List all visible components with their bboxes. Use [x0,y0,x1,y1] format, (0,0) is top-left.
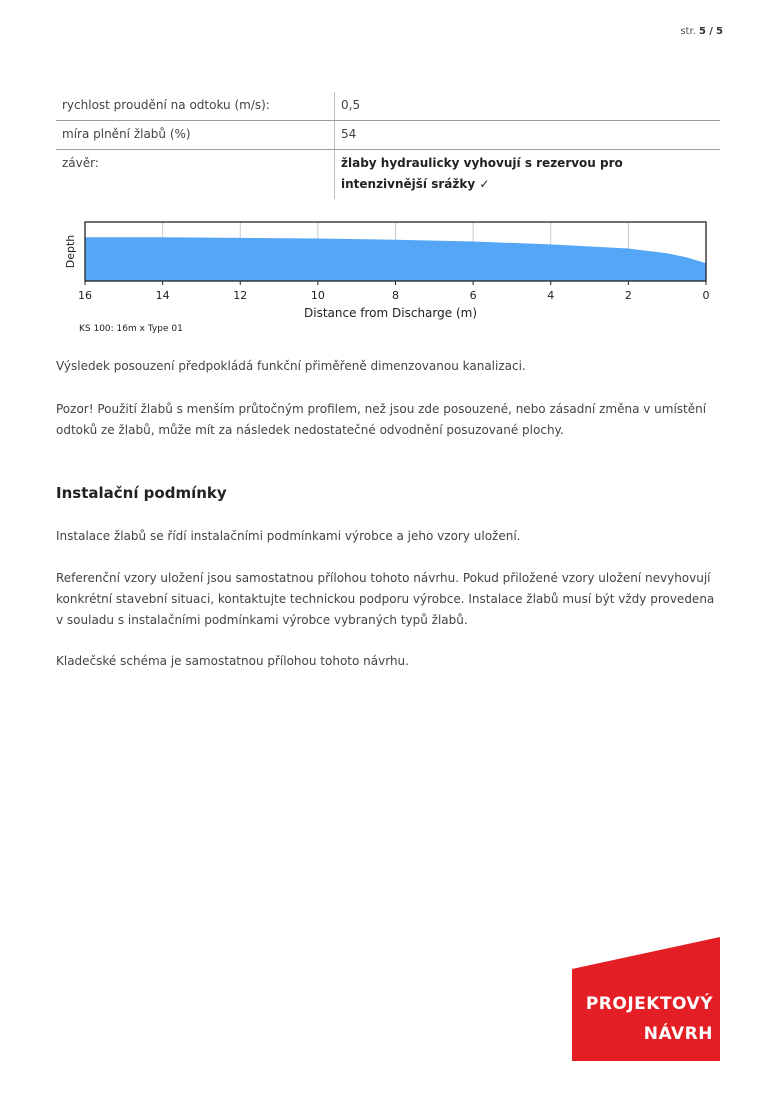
warning-note: Pozor! Použití žlabů s menším průtočným profilem, než jsou zde posouzené, nebo zásadní změna v umístění odtoků ze žlabů, může mít za následek nedostatečné odvodnění posuzované plochy. [56,402,707,437]
x-tick-label: 14 [155,289,170,302]
x-ticks [78,281,710,302]
x-tick-label: 2 [624,289,632,302]
x-tick-label: 12 [233,289,248,302]
page-total: 5 [716,26,723,37]
row-label: míra plnění žlabů (%) [56,121,335,150]
table-row [56,92,720,121]
table-row [56,121,720,150]
page-current: 5 [699,26,706,37]
x-tick-label: 6 [469,289,477,302]
row-label: rychlost proudění na odtoku (m/s): [56,92,335,121]
y-axis-label: Depth [64,234,77,269]
conclusion-value: žlaby hydraulicky vyhovují s rezervou pro intenzivnější srážky ✓ [341,156,623,191]
text-line: v souladu s instalačními podmínkami výrobce vybraných typů žlabů. [56,613,468,627]
x-tick-label: 10 [310,289,325,302]
page-prefix: str. [680,26,696,37]
x-tick-label: 16 [78,289,92,302]
row-value: 0,5 [335,92,721,121]
text-line: Referenční vzory uložení jsou samostatnou přílohou tohoto návrhu. Pokud přiložené vzory uložení nevyhovují [56,571,711,585]
row-value: 54 [335,121,721,150]
page-separator: / [709,26,713,37]
x-tick-label: 0 [702,289,710,302]
results-table [56,92,720,199]
x-tick-label: 4 [547,289,555,302]
row-label: závěr: [56,150,335,200]
layout-scheme-note: Kladečské schéma je samostatnou přílohou tohoto návrhu. [56,654,409,668]
section-heading: Instalační podmínky [56,484,227,502]
logo-line-2: NÁVRH [643,1024,713,1044]
logo-line-1: PROJEKTOVÝ [585,994,713,1014]
chart-caption: KS 100: 16m x Type 01 [79,324,183,334]
assessment-note: Výsledek posouzení předpokládá funkční přiměřeně dimenzovanou kanalizaci. [56,359,526,373]
page-number [680,26,723,37]
table-row [56,150,720,200]
text-line: konkrétní stavební situaci, kontaktujte technickou podporu výrobce. Instalace žlabů musí být vždy provedena [56,592,715,606]
depth-profile-chart [60,214,720,336]
depth-area [85,237,706,281]
reference-patterns-text [56,568,726,631]
installation-text: Instalace žlabů se řídí instalačními podmínkami výrobce a jeho vzory uložení. [56,529,521,543]
x-axis-label: Distance from Discharge (m) [304,306,477,320]
x-tick-label: 8 [392,289,399,302]
